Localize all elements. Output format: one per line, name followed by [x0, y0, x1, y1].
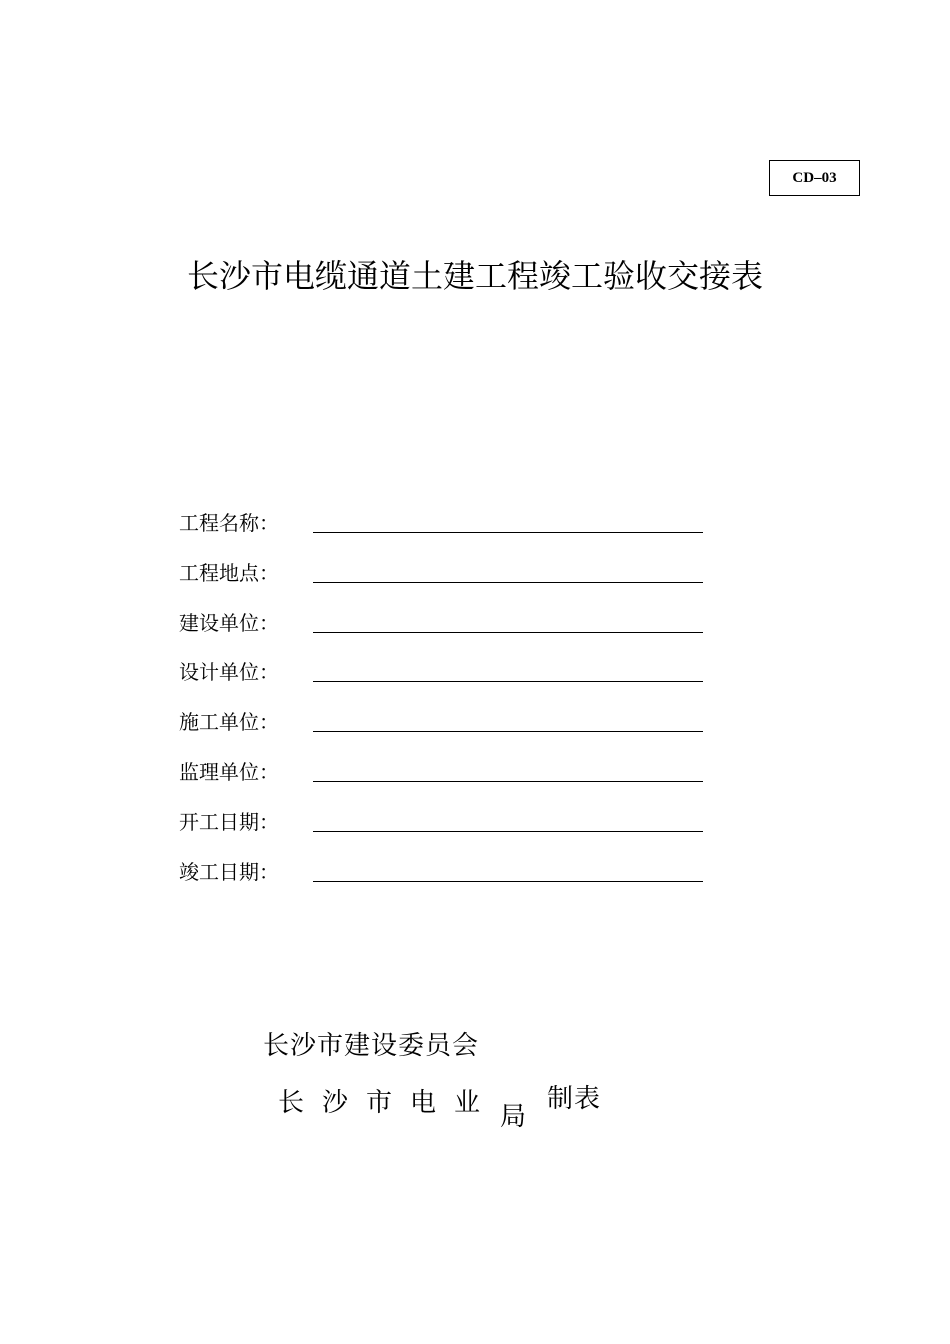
field-label: 开工日期： [179, 809, 279, 834]
field-row-project-location [179, 557, 719, 607]
issuer-power-bureau: 长沙市电业 [278, 1088, 499, 1118]
contractor-unit-field[interactable] [313, 731, 703, 732]
project-location-field[interactable] [313, 582, 703, 583]
field-label: 工程地点： [179, 560, 279, 585]
issuer-table-maker-label: 制表 [547, 1084, 602, 1114]
field-row-supervision-unit [179, 756, 719, 806]
project-name-field[interactable] [313, 532, 703, 533]
field-label: 工程名称： [179, 511, 279, 535]
form-code-box [769, 160, 860, 196]
field-row-contractor-unit [179, 706, 719, 756]
field-label: 施工单位： [179, 710, 279, 735]
completion-date-field[interactable] [313, 881, 703, 882]
issuer-construction-committee: 长沙市建设委员会 [263, 1031, 480, 1061]
field-label: 监理单位： [179, 759, 279, 784]
field-label: 建设单位： [179, 610, 279, 635]
field-row-completion-date [179, 856, 719, 906]
start-date-field[interactable] [313, 831, 703, 832]
design-unit-field[interactable] [313, 681, 703, 682]
page-title: 长沙市电缆通道土建工程竣工验收交接表 [186, 257, 763, 295]
field-row-construction-unit [179, 607, 719, 657]
field-label: 竣工日期： [179, 859, 279, 884]
supervision-unit-field[interactable] [313, 781, 703, 782]
field-label: 设计单位： [179, 660, 279, 685]
field-row-design-unit [179, 656, 719, 706]
form-code: CD–03 [792, 169, 837, 186]
issuer-power-bureau-suffix-char: 局 [500, 1102, 527, 1132]
form-fields [179, 507, 719, 905]
construction-unit-field[interactable] [313, 632, 703, 633]
field-row-project-name [179, 507, 719, 557]
field-row-start-date [179, 806, 719, 856]
